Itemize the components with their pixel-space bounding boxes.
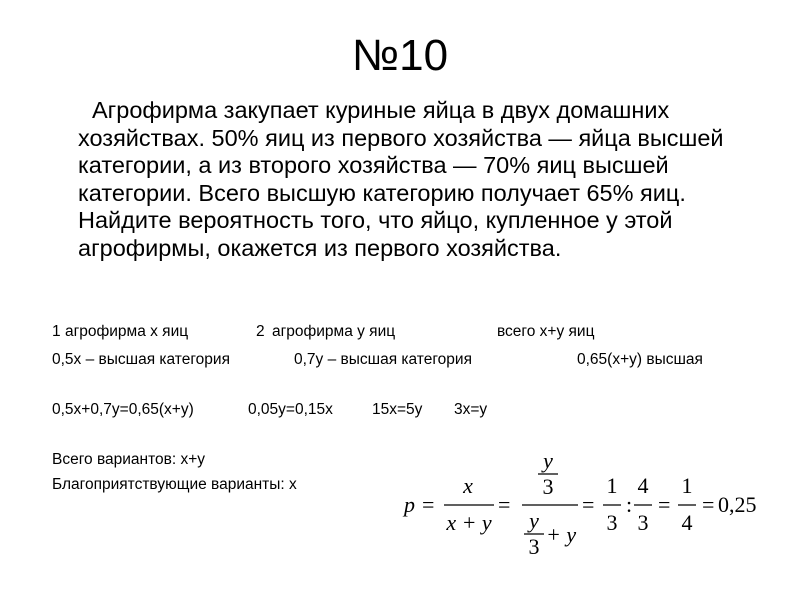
fraction-1-numerator: x <box>463 473 473 498</box>
frac-1-3-den: 3 <box>606 510 618 535</box>
farm-1-text: агрофирма x яиц <box>65 323 189 340</box>
favorable-variants: Благоприятствующие варианты: x <box>52 476 297 493</box>
equation-3: 15x=5y <box>372 401 423 418</box>
frac-1-4-den: 4 <box>681 510 693 535</box>
farm-2-text: агрофирма y яиц <box>272 323 396 340</box>
slide-title: №10 <box>351 31 449 80</box>
inner-den-y: y <box>529 508 539 533</box>
frac-4-3-num: 4 <box>637 473 649 498</box>
inner-num-three: 3 <box>542 474 554 499</box>
frac-1-3-num: 1 <box>606 473 618 498</box>
colon: : <box>626 492 633 517</box>
total-variants: Всего вариантов: x+y <box>52 451 206 468</box>
equation-1: 0,5x+0,7y=0,65(x+y) <box>52 401 194 418</box>
farm-1-top-grade: 0,5x – высшая категория <box>52 351 230 368</box>
fraction-1-denominator: x + y <box>446 510 492 535</box>
farm-2-number: 2 <box>256 323 265 340</box>
total-top-grade: 0,65(x+y) высшая <box>577 351 703 368</box>
equals-1: = <box>422 492 435 517</box>
frac-1-4-num: 1 <box>681 473 693 498</box>
equals-3: = <box>582 492 595 517</box>
inner-num-y: y <box>543 450 553 473</box>
farm-2-top-grade: 0,7y – высшая категория <box>294 351 472 368</box>
equals-5: = <box>702 492 715 517</box>
total-eggs-text: всего x+y яиц <box>497 323 595 340</box>
equation-2: 0,05y=0,15x <box>248 401 333 418</box>
equals-4: = <box>658 492 671 517</box>
result-value: 0,25 <box>718 492 757 517</box>
farm-1-number: 1 <box>52 323 61 340</box>
equation-4: 3x=y <box>454 401 488 418</box>
problem-statement: Агрофирма закупает куриные яйца в двух домашних хозяйствах. 50% яиц из первого хозяйства — яйца высшей категории, а из второго хозяйства — 70% яиц высшей категории. Всего высшую категорию получает 65% яиц. Найдите вероятность того, что яйцо, купленное у этой агрофирмы, окажется из первого хозяйства. <box>78 97 724 261</box>
frac-4-3-den: 3 <box>637 510 649 535</box>
probability-formula <box>400 450 760 570</box>
p-symbol: p <box>404 492 415 517</box>
inner-den-plus-y: + y <box>546 522 577 547</box>
inner-den-three: 3 <box>528 534 540 559</box>
equals-2: = <box>498 492 511 517</box>
